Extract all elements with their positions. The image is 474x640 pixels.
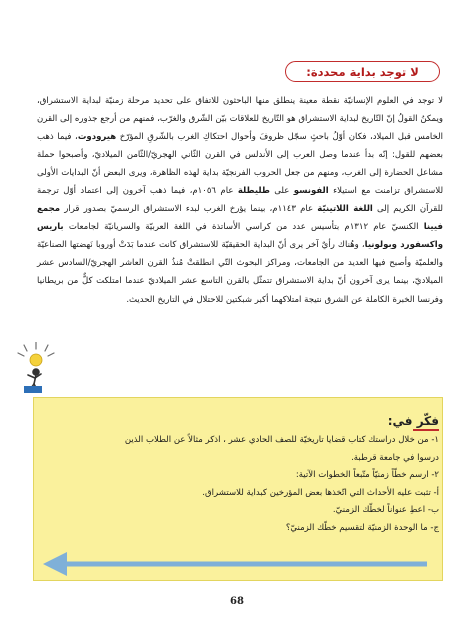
paragraph-line: استيلاء (333, 186, 357, 197)
paragraph-line: عام ١٠٥٦م، فيما ذهب آخرون إلى اعتماد أوّل ترجمة للقرآن الكريم (37, 186, 444, 215)
paragraph-line: عشر الميلاديّ عندما امتلكت كلٌّ من بريطانيا وفرنسا الخبرة الكاملة عن الشرق نتيجة امتلاكهما أكبر (37, 276, 443, 305)
paragraph-line: شبكتين للاحتلال في التاريخ الحديث. (126, 294, 253, 305)
question-list (46, 432, 439, 538)
paragraph-line: عام ١١٤٣م، بينما يؤرخ الغرب لبدء الاستشراق الرسميّ بصدور قرار (64, 204, 314, 215)
paragraph-line: نَهضتها الصناعيّة والعلميّة وأصبح فيها العديد من الجامعات، ومراكز البحوث التّي انطلقتْ مُنذُ القرن (37, 240, 444, 269)
page-number: 68 (230, 596, 244, 607)
paragraph-line: جعل الحروب الفرنجيّة بداية لهذه الظاهرة، ويرى البعض أنّ البدايات الأولى للاستشراق تزامنت مع (37, 168, 444, 197)
paragraph-line: ، فيما ذهب بعضهم للقول: إنّه بدأ عندما وصل العرب إلى الأندلس (37, 132, 444, 161)
name-oxford-bologna: واكسفورد وبولونيا (364, 240, 444, 251)
paragraph-line: الكنسيّ عام ١٣١٢م بتأسيس عدد من كراسي الأساتذة في اللغة العربيّة والسريانيّة لجامعات (68, 222, 419, 233)
think-box-title (388, 414, 439, 431)
main-paragraph (37, 92, 443, 309)
name-toledo: طليطلة (237, 186, 270, 197)
left-arrow-icon (43, 549, 427, 579)
question-line: أ- تثبت عليه الأحداث التي اتّخذها بعض المؤرخين كبداية للاستشراق. (202, 487, 439, 498)
paragraph-line: لا توجد في العلوم الإنسانيّة نقطة معينة ينطلق منها الباحثون للاتفاق على تحديد مرحلة زمنيّة (104, 96, 443, 106)
question-line: ٢- ارسم خطّاً زمنيّاً متّبعاً الخطوات الآتية: (295, 470, 439, 481)
paragraph-line: الغرب بالشّرقِ المؤرّخ (119, 132, 200, 143)
paragraph-line: العاشر الهجريّ/السادس عشر الميلاديّ، بينما يرى آخرون أنّ بداية الاستشراق تتمثّل بالقرن التاسع (37, 258, 443, 287)
paragraph-line: فمنهم من أرجع جذوره إلى القرن الخامس قبل الميلاد، فكان أوّلُ باحثٍ سجّل ظروفَ وأحوال احتكاكِ (37, 114, 444, 143)
paragraph-line: في القرن الثّاني الهجريّ/الثّامن الميلاديّ، وأصبحوا حملة مشاعل الحضارة إلى الغرب، ومنهم من (37, 150, 443, 179)
paragraph-line: على (274, 186, 290, 197)
think-title-text: فكّر في: (387, 414, 439, 428)
name-herodotus: هيرودوت (77, 132, 117, 143)
section-heading: لا توجد بداية محددة: (285, 61, 440, 82)
paragraph-line: ، وهُناك رأيٌ آخر يرى أنّ البداية الحقيقيّة للاستشراق كانت عندما بَدَتْ أوروبا (95, 240, 365, 251)
name-paris: باريس (37, 222, 64, 233)
question-line: ب- اعطِ عنواناً لخطّك الزمنيّ. (332, 505, 439, 516)
question-line: درسوا في جامعة قرطبة. (351, 452, 439, 463)
paragraph-line: لبداية الاستشراق، ويمكنُ القولُ إنّ التّاريخ لبداية الاستشراق هو التّاريخ للعلاقات بيّن الشّرق والغرّب، (37, 96, 443, 125)
thinking-figure-icon (10, 342, 64, 394)
name-council-vienna: مجمع فيينا (37, 204, 443, 233)
name-alfonso: الفونسو (293, 186, 329, 197)
paragraph-line: إلى (377, 204, 390, 215)
question-line: ج- ما الوحدة الزمنيّة لتقسيم خطّك الزمنيّ؟ (285, 522, 439, 533)
title-underline (413, 429, 439, 431)
question-line: ١- من خلال دراستك كتاب قضايا تاريخيّة للصف الحادي عشر ، اذكر مثالاً عن الطلاب الذين (124, 435, 439, 445)
name-latin-language: اللغة اللاتينيّة (317, 204, 373, 215)
